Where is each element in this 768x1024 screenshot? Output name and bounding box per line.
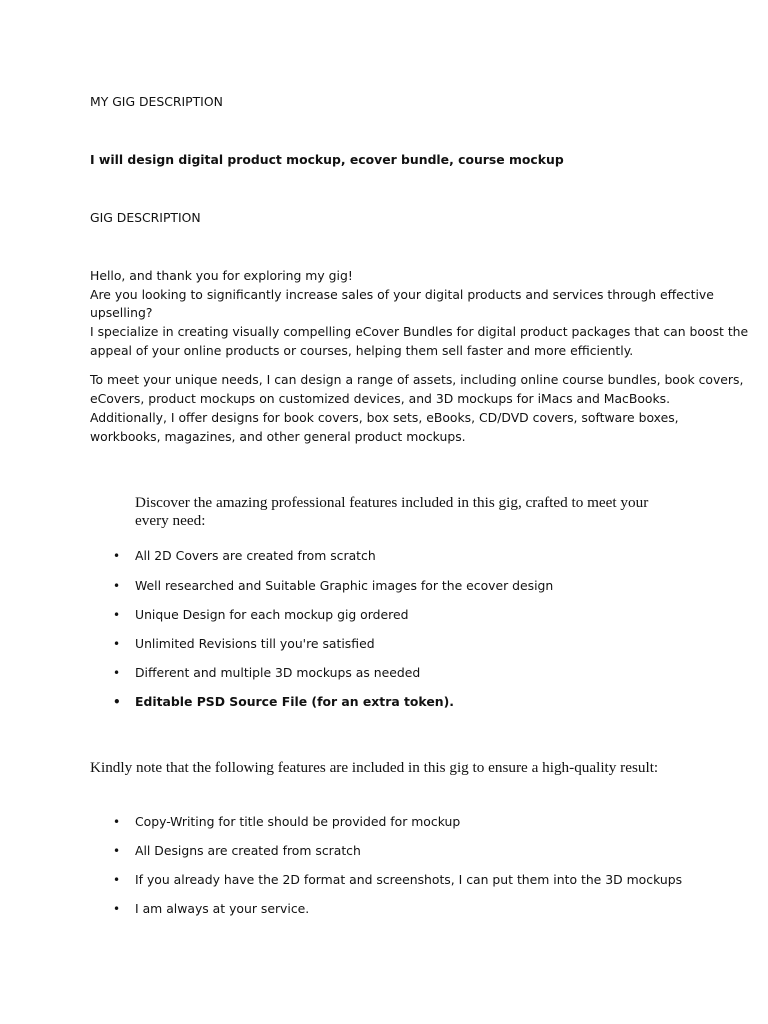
para2-line4: workbooks, magazines, and other general product mockups.: [90, 429, 466, 444]
list-item: [113, 871, 683, 889]
list-item-text: Unique Design for each mockup gig ordered: [135, 607, 409, 622]
bullet-icon: •: [113, 695, 121, 709]
para2-line2: eCovers, product mockups on customized devices, and 3D mockups for iMacs and MacBooks.: [90, 391, 671, 406]
bullet-icon: •: [113, 815, 121, 829]
para1-line3: upselling?: [90, 305, 153, 320]
heading-my-gig-description: MY GIG DESCRIPTION: [90, 94, 223, 109]
bullet-icon: •: [113, 902, 121, 916]
list-item-text: Copy-Writing for title should be provided for mockup: [135, 814, 461, 829]
list-item-text: Editable PSD Source File (for an extra token).: [135, 694, 454, 709]
list-item: [113, 547, 376, 565]
para1-line2: Are you looking to significantly increase sales of your digital products and services through effective: [90, 287, 714, 302]
list-item-text: All 2D Covers are created from scratch: [135, 548, 376, 563]
bullet-icon: •: [113, 549, 121, 563]
features-intro-line1: Discover the amazing professional features included in this gig, crafted to meet your: [135, 494, 649, 511]
list-item-text: Well researched and Suitable Graphic images for the ecover design: [135, 578, 554, 593]
list-item-text: If you already have the 2D format and screenshots, I can put them into the 3D mockups: [135, 872, 683, 887]
list-item: [113, 813, 461, 831]
list-item: [113, 635, 375, 653]
list-item: [113, 900, 310, 918]
bullet-icon: •: [113, 844, 121, 858]
heading-gig-description: GIG DESCRIPTION: [90, 210, 201, 225]
para1-line5: appeal of your online products or courses, helping them sell faster and more efficiently.: [90, 343, 634, 358]
list-item: [113, 577, 554, 595]
list-item-text: I am always at your service.: [135, 901, 310, 916]
notes-intro: Kindly note that the following features are included in this gig to ensure a high-quality result:: [90, 759, 659, 776]
para2-line3: Additionally, I offer designs for book covers, box sets, eBooks, CD/DVD covers, software boxes,: [90, 410, 679, 425]
bullet-icon: •: [113, 579, 121, 593]
list-item: [113, 664, 421, 682]
list-item: [113, 606, 409, 624]
para2-line1: To meet your unique needs, I can design a range of assets, including online course bundles, book covers,: [90, 372, 744, 387]
features-intro-line2: every need:: [135, 512, 206, 529]
bullet-icon: •: [113, 873, 121, 887]
list-item-text: All Designs are created from scratch: [135, 843, 361, 858]
list-item-text: Different and multiple 3D mockups as needed: [135, 665, 421, 680]
gig-title: I will design digital product mockup, ecover bundle, course mockup: [90, 152, 564, 167]
bullet-icon: •: [113, 637, 121, 651]
bullet-icon: •: [113, 666, 121, 680]
list-item: [113, 693, 454, 711]
list-item: [113, 842, 361, 860]
para1-line1: Hello, and thank you for exploring my gig!: [90, 268, 353, 283]
list-item-text: Unlimited Revisions till you're satisfied: [135, 636, 375, 651]
bullet-icon: •: [113, 608, 121, 622]
para1-line4: I specialize in creating visually compelling eCover Bundles for digital product packages that can boost the: [90, 324, 749, 339]
